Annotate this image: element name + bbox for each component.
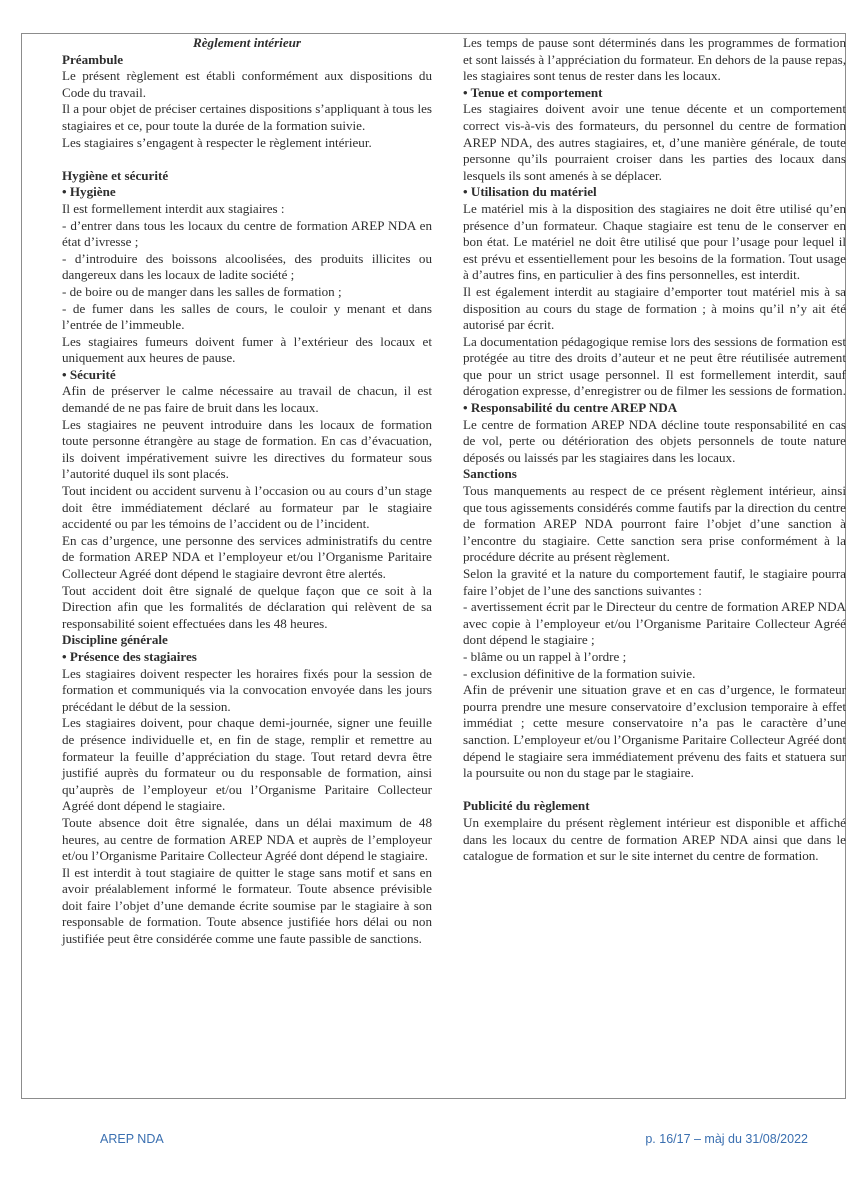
paragraph: La documentation pédagogique remise lors des sessions de formation est protégée au titre des droits d’auteur et ne peut être réutilisée autrement que pour un strict usage personnel. Il est formellement interdit, sauf dérogation expresse, d’enregistrer ou de filmer les sessions de formation. — [463, 333, 846, 399]
spacer — [463, 782, 846, 799]
paragraph: Il est également interdit au stagiaire d’emporter tout matériel mis à sa disposition au cours du stage de formation ; à moins qu’il n’y ait été autorisé par écrit. — [463, 283, 846, 333]
paragraph: Afin de prévenir une situation grave et en cas d’urgence, le formateur pourra prendre une mesure conservatoire d’exclusion temporaire à effet immédiat ; cette mesure conservatoire n’a pas le caractère d’une sanction. L’employeur et/ou l’Organisme Paritaire Collecteur Agréé dont dépend le stagiaire sera immédiatement prévenu des faits et statuera sur la poursuite ou non du stage par le stagiaire. — [463, 682, 846, 781]
list-item: - avertissement écrit par le Directeur du centre de formation AREP NDA avec copie à l’employeur et/ou l’Organisme Paritaire Collecteur Agréé dont dépend le stagiaire ; — [463, 599, 846, 648]
document-title: Règlement intérieur — [192, 35, 302, 50]
discipline-heading: Discipline générale — [62, 632, 168, 648]
list-item: - d’introduire des boissons alcoolisées, des produits illicites ou dangereux dans les locaux de ladite société ; — [62, 250, 432, 283]
paragraph: Les stagiaires doivent avoir une tenue décente et un comportement correct vis-à-vis des formateurs, du personnel du centre de formation AREP NDA, des autres stagiaires, et, d’une manière générale, de toute personne qu’ils pourraient croiser dans les parties des locaux dans lesquels ils sont amenés à se déplacer. — [463, 101, 846, 183]
list-item: - de boire ou de manger dans les salles de formation ; — [62, 283, 342, 299]
paragraph: Afin de préserver le calme nécessaire au travail de chacun, il est demandé de ne pas faire de bruit dans les locaux. — [62, 383, 432, 416]
paragraph: Tout incident ou accident survenu à l’occasion ou au cours d’un stage doit être immédiatement déclaré au formateur par le stagiaire accidenté ou par les témoins de l’accident ou de l’incident. — [62, 483, 432, 532]
preambule-heading: Préambule — [62, 51, 124, 67]
paragraph: Les stagiaires ne peuvent introduire dans les locaux de formation toute personne étrangère au stage de formation. En cas d’évacuation, ils doivent impérativement suivre les directives du formateur sous l’autorité duquel ils sont placés. — [62, 416, 432, 482]
hygiene-securite-heading: Hygiène et sécurité — [62, 167, 169, 183]
paragraph: Le centre de formation AREP NDA décline toute responsabilité en cas de vol, perte ou détérioration des objets personnels de toute nature déposés ou laissés par les stagiaires dans les locaux. — [463, 416, 846, 465]
list-item: - d’entrer dans tous les locaux du centre de formation AREP NDA en état d’ivresse ; — [62, 217, 432, 250]
paragraph: Tous manquements au respect de ce présent règlement intérieur, ainsi que tous agissements considérés comme fautifs par la direction du centre de formation AREP NDA pourront faire l’objet d’une sanction à l’encontre du stagiaire. Cette sanction sera prise conformément à la procédure décrite au présent règlement. — [463, 483, 846, 565]
paragraph: Les stagiaires doivent respecter les horaires fixés pour la session de formation et communiqués via la convocation envoyée dans les jours précédant le début de la session. — [62, 665, 432, 714]
list-item: - exclusion définitive de la formation suivie. — [463, 665, 696, 681]
right-column — [463, 35, 846, 865]
spacer — [62, 151, 432, 168]
presence-subheading: • Présence des stagiaires — [62, 648, 197, 664]
paragraph: En cas d’urgence, une personne des services administratifs du centre de formation AREP NDA et l’employeur et/ou l’Organisme Paritaire Collecteur Agréé dont dépend le stagiaire devront être alertés. — [62, 532, 432, 581]
hygiene-subheading: • Hygiène — [62, 184, 116, 200]
securite-subheading: • Sécurité — [62, 366, 116, 382]
paragraph: Selon la gravité et la nature du comportement fautif, le stagiaire pourra faire l’objet de l’une des sanctions suivantes : — [463, 566, 846, 598]
paragraph: Un exemplaire du présent règlement intérieur est disponible et affiché dans les locaux du centre de formation AREP NDA ainsi que dans le catalogue de formation et sur le site internet du centre de formation. — [463, 814, 846, 864]
footer-page-info: p. 16/17 – màj du 31/08/2022 — [645, 1132, 808, 1146]
paragraph: Il est interdit à tout stagiaire de quitter le stage sans motif et sans en avoir préalablement informé le formateur. Toute absence prévisible doit faire l’objet d’une demande écrite soumise par le stagiaire à son responsable de formation. Toute absence justifiée hors délai ou non justifiée peut être considérée comme une faute passible de sanctions. — [62, 864, 432, 947]
paragraph: Les temps de pause sont déterminés dans les programmes de formation et sont laissés à l’appréciation du formateur. En dehors de la pause repas, les stagiaires sont tenus de rester dans les locaux. — [463, 35, 846, 84]
materiel-subheading: • Utilisation du matériel — [463, 184, 597, 200]
paragraph: Le présent règlement est établi conformément aux dispositions du Code du travail. — [62, 68, 432, 100]
publicite-heading: Publicité du règlement — [463, 798, 590, 814]
paragraph: Les stagiaires s’engagent à respecter le règlement intérieur. — [62, 134, 372, 150]
paragraph: Le matériel mis à la disposition des stagiaires ne doit être utilisé qu’en présence d’un formateur. Chaque stagiaire est tenu de le conserver en bon état. Le matériel ne doit être utilisé que pour l’usage pour lequel il est prévu et essentiellement pour les besoins de la formation. Tout usage à d’autres fins, en particulier à des fins personnelles, est interdit. — [463, 200, 846, 283]
responsabilite-subheading: • Responsabilité du centre AREP NDA — [463, 400, 678, 416]
sanctions-heading: Sanctions — [463, 466, 517, 482]
list-item: - blâme ou un rappel à l’ordre ; — [463, 648, 627, 664]
paragraph: Il a pour objet de préciser certaines dispositions s’appliquant à tous les stagiaires et ce, pour toute la durée de la formation suivie. — [62, 101, 432, 133]
left-column — [62, 35, 432, 948]
tenue-subheading: • Tenue et comportement — [463, 84, 603, 100]
paragraph: Toute absence doit être signalée, dans un délai maximum de 48 heures, au centre de formation AREP NDA et auprès de l’employeur et/ou l’Organisme Paritaire Collecteur Agréé dont dépend le stagiaire. — [62, 814, 432, 864]
paragraph: Les stagiaires fumeurs doivent fumer à l’extérieur des locaux et uniquement aux heures de pause. — [62, 333, 432, 366]
paragraph: Il est formellement interdit aux stagiaires : — [62, 200, 285, 216]
list-item: - de fumer dans les salles de cours, le couloir y menant et dans l’entrée de l’immeuble. — [62, 300, 432, 333]
footer-organization: AREP NDA — [100, 1132, 164, 1146]
paragraph: Tout accident doit être signalé de quelque façon que ce soit à la Direction afin que les formalités de déclaration qui relèvent de sa responsabilité soient effectuées dans les 48 heures. — [62, 582, 432, 631]
paragraph: Les stagiaires doivent, pour chaque demi-journée, signer une feuille de présence individuelle et, en fin de stage, remplir et remettre au formateur la feuille d’appréciation du stage. Tout retard devra être justifié auprès du formateur ou du responsable de formation, ainsi qu’auprès de l’employeur et/ou l’Organisme Paritaire Collecteur Agréé dont dépend le stagiaire. — [62, 715, 432, 814]
